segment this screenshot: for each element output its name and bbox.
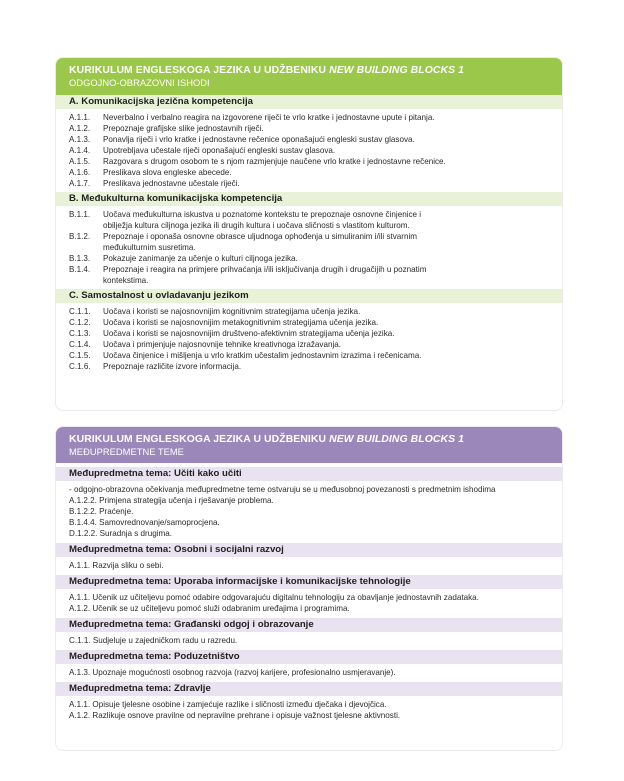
- theme-lines: [56, 696, 562, 721]
- theme-line: A.1.1. Razvija sliku o sebi.: [69, 561, 164, 570]
- section-a-list: [56, 109, 562, 192]
- outcomes-subtitle: ODGOJNO-OBRAZOVNI ISHODI: [69, 77, 210, 88]
- list-item: C.1.5. Uočava činjenice i mišljenja u vrlo kratkim učestalim jednostavnim izrazima i rečenicama.: [69, 351, 422, 360]
- list-item: B.1.3. Pokazuje zanimanje za učenje o kulturi ciljnoga jezika.: [69, 254, 298, 263]
- list-item: C.1.1. Uočava i koristi se najosnovnijim kognitivnim strategijama učenja jezika.: [69, 307, 361, 316]
- list-item: A.1.1. Neverbalno i verbalno reagira na izgovorene riječi te vrlo kratke i jednostavne upute i pitanja.: [69, 113, 435, 122]
- theme-lines: [56, 589, 562, 614]
- cross-curricular-card: [55, 426, 563, 751]
- section-b-list: [56, 206, 562, 289]
- theme-lines: [56, 632, 562, 646]
- cross-curricular-title: KURIKULUM ENGLESKOGA JEZIKA U UDŽBENIKU NEW BUILDING BLOCKS 1: [69, 434, 464, 445]
- theme-lines: [56, 481, 562, 539]
- theme-line: C.1.1. Sudjeluje u zajedničkom radu u razredu.: [69, 636, 238, 645]
- theme-heading-learn-how-to-learn: Međupredmetna tema: Učiti kako učiti: [56, 467, 562, 481]
- list-item: C.1.6. Prepoznaje različite izvore informacija.: [69, 362, 242, 371]
- theme-line: A.1.1. Učenik uz učiteljevu pomoć odabire odgovarajuću digitalnu tehnologiju za obavljanje jednostavnih zadataka.: [69, 593, 479, 602]
- list-item: A.1.7. Preslikava jednostavne učestale riječi.: [69, 179, 240, 188]
- theme-heading-personal-development: Međupredmetna tema: Osobni i socijalni razvoj: [56, 543, 562, 557]
- theme-line: - odgojno-obrazovna očekivanja međupredmetne teme ostvaruju se u međusobnoj povezanosti s predmetnim ishodima: [69, 485, 496, 494]
- theme-line: B.1.2.2. Praćenje.: [69, 507, 134, 516]
- theme-heading-civic-education: Međupredmetna tema: Građanski odgoj i obrazovanje: [56, 618, 562, 632]
- outcomes-title: KURIKULUM ENGLESKOGA JEZIKA U UDŽBENIKU NEW BUILDING BLOCKS 1: [69, 65, 464, 76]
- theme-line: A.1.2.2. Primjena strategija učenja i rješavanje problema.: [69, 496, 274, 505]
- list-item: C.1.2. Uočava i koristi se najosnovnijim metakognitivnim strategijama učenja jezika.: [69, 318, 379, 327]
- section-heading-c: C. Samostalnost u ovladavanju jezikom: [56, 289, 562, 303]
- theme-line: A.1.1. Opisuje tjelesne osobine i zamjećuje razlike i sličnosti između dječaka i djevojčica.: [69, 700, 387, 709]
- theme-heading-health: Međupredmetna tema: Zdravlje: [56, 682, 562, 696]
- section-heading-a: A. Komunikacijska jezična kompetencija: [56, 95, 562, 109]
- theme-line: A.1.3. Upoznaje mogućnosti osobnog razvoja (razvoj karijere, profesionalno usmjeravanje).: [69, 668, 396, 677]
- cross-curricular-subtitle: MEĐUPREDMETNE TEME: [69, 446, 184, 457]
- cross-curricular-header: [56, 427, 562, 463]
- theme-heading-ict: Međupredmetna tema: Uporaba informacijske i komunikacijske tehnologije: [56, 575, 562, 589]
- list-item: B.1.1. Uočava međukulturna iskustva u poznatome kontekstu te prepoznaje osnovne činjenice i obilježja kultura ciljnoga jezika ili drugih kultura i uočava sličnosti s vlastitom kulturom.: [69, 210, 422, 230]
- list-item: A.1.4. Upotrebljava učestale riječi oponašajući engleski sustav glasova.: [69, 146, 336, 155]
- theme-heading-entrepreneurship: Međupredmetna tema: Poduzetništvo: [56, 650, 562, 664]
- list-item: C.1.4. Uočava i primjenjuje najosnovnije tehnike kreativnoga izražavanja.: [69, 340, 341, 349]
- theme-lines: [56, 664, 562, 678]
- theme-line: A.1.2. Razlikuje osnove pravilne od nepravilne prehrane i opisuje važnost tjelesne aktivnosti.: [69, 711, 401, 720]
- theme-line: A.1.2. Učenik se uz učiteljevu pomoć služi odabranim uređajima i programima.: [69, 604, 350, 613]
- list-item: A.1.6. Preslikava slova engleske abecede.: [69, 168, 232, 177]
- outcomes-header: [56, 58, 562, 95]
- theme-line: D.1.2.2. Suradnja s drugima.: [69, 529, 173, 538]
- theme-line: B.1.4.4. Samovrednovanje/samoprocjena.: [69, 518, 220, 527]
- list-item: A.1.3. Ponavlja riječi i vrlo kratke i jednostavne rečenice oponašajući engleski sustav glasova.: [69, 135, 415, 144]
- section-c-list: [56, 303, 562, 375]
- list-item: A.1.2. Prepoznaje grafijske slike jednostavnih riječi.: [69, 124, 264, 133]
- list-item: C.1.3. Uočava i koristi se najosnovnijim društveno-afektivnim strategijama učenja jezika.: [69, 329, 395, 338]
- outcomes-card: [55, 57, 563, 411]
- list-item: B.1.4. Prepoznaje i reagira na primjere prihvaćanja i/ili isključivanja drugih i drugačijih u poznatim kontekstima.: [69, 265, 427, 285]
- list-item: A.1.5. Razgovara s drugom osobom te s njom razmjenjuje naučene vrlo kratke i jednostavne rečenice.: [69, 157, 446, 166]
- section-heading-b: B. Međukulturna komunikacijska kompetencija: [56, 192, 562, 206]
- list-item: B.1.2. Prepoznaje i oponaša osnovne obrasce uljudnoga ophođenja u simuliranim i/ili stvarnim međukulturnim susretima.: [69, 232, 418, 252]
- theme-lines: [56, 557, 562, 571]
